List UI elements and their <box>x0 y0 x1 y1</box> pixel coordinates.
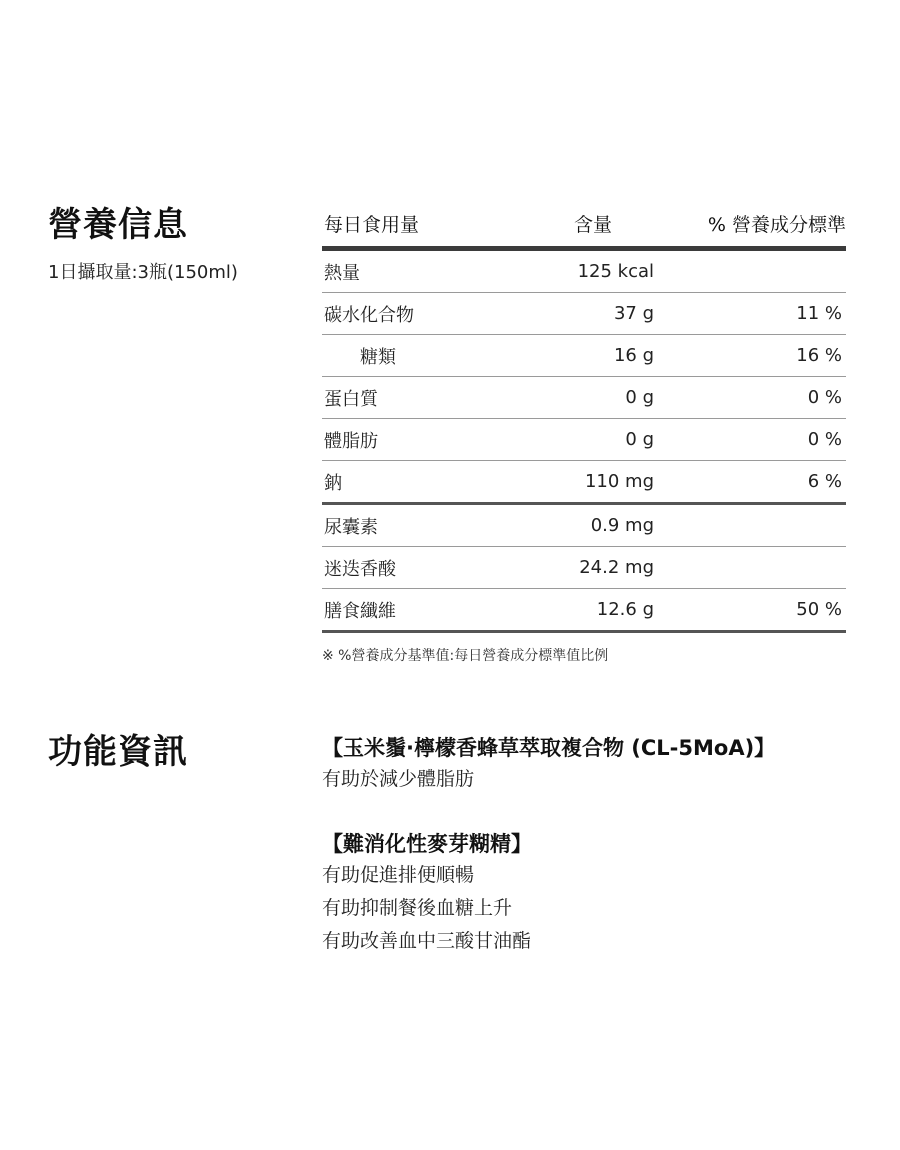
row-amount: 12.6 g <box>596 599 654 620</box>
function-title: 功能資訊 <box>48 732 188 772</box>
table-row-rosmarinic-acid <box>322 547 846 589</box>
header-percent: % 營養成分標準 <box>707 213 846 236</box>
row-percent: 50 % <box>796 599 842 620</box>
row-percent: 11 % <box>796 303 842 324</box>
function-group-heading: 【玉米鬚·檸檬香蜂草萃取複合物 (CL-5MoA)】 <box>322 736 776 760</box>
table-row-sodium <box>322 461 846 505</box>
row-name: 糖類 <box>360 346 396 368</box>
row-amount: 16 g <box>613 345 654 366</box>
row-amount: 0 g <box>625 429 654 450</box>
row-name: 尿囊素 <box>324 516 378 538</box>
row-percent: 6 % <box>807 471 842 492</box>
row-name: 熱量 <box>324 262 360 284</box>
row-amount: 24.2 mg <box>579 557 654 578</box>
table-row-carbohydrate <box>322 293 846 335</box>
table-row-sugar <box>322 335 846 377</box>
row-percent: 16 % <box>796 345 842 366</box>
row-name: 蛋白質 <box>324 388 378 410</box>
header-amount: 含量 <box>573 213 612 236</box>
row-name: 碳水化合物 <box>324 304 414 326</box>
function-claim: 有助於減少體脂肪 <box>322 768 475 790</box>
row-amount: 0 g <box>625 387 654 408</box>
row-amount: 110 mg <box>584 471 654 492</box>
table-row-protein <box>322 377 846 419</box>
function-claim: 有助抑制餐後血糖上升 <box>322 897 513 919</box>
header-name: 每日食用量 <box>324 213 420 236</box>
table-row-allantoin <box>322 505 846 547</box>
function-group <box>322 733 882 796</box>
row-name: 迷迭香酸 <box>324 558 396 580</box>
nutrition-title: 營養信息 <box>48 205 188 245</box>
row-percent: 0 % <box>807 429 842 450</box>
row-amount: 0.9 mg <box>590 515 654 536</box>
function-group-heading: 【難消化性麥芽糊精】 <box>322 832 532 856</box>
row-amount: 125 kcal <box>577 261 654 282</box>
function-claim: 有助改善血中三酸甘油酯 <box>322 930 532 952</box>
row-name: 體脂肪 <box>324 430 378 452</box>
function-group <box>322 829 882 958</box>
row-name: 鈉 <box>324 472 342 494</box>
serving-size: 1日攝取量:3瓶(150ml) <box>48 262 238 283</box>
table-row-dietary-fiber <box>322 589 846 633</box>
nutrition-table <box>322 200 846 633</box>
table-row-fat <box>322 419 846 461</box>
row-amount: 37 g <box>613 303 654 324</box>
function-claim: 有助促進排便順暢 <box>322 864 475 886</box>
nutrition-footnote: ※ %營養成分基準值:每日營養成分標準值比例 <box>322 648 609 664</box>
row-name: 膳食纖維 <box>324 600 396 622</box>
row-percent: 0 % <box>807 387 842 408</box>
table-row-calories <box>322 251 846 293</box>
nutrition-table-header <box>322 200 846 251</box>
